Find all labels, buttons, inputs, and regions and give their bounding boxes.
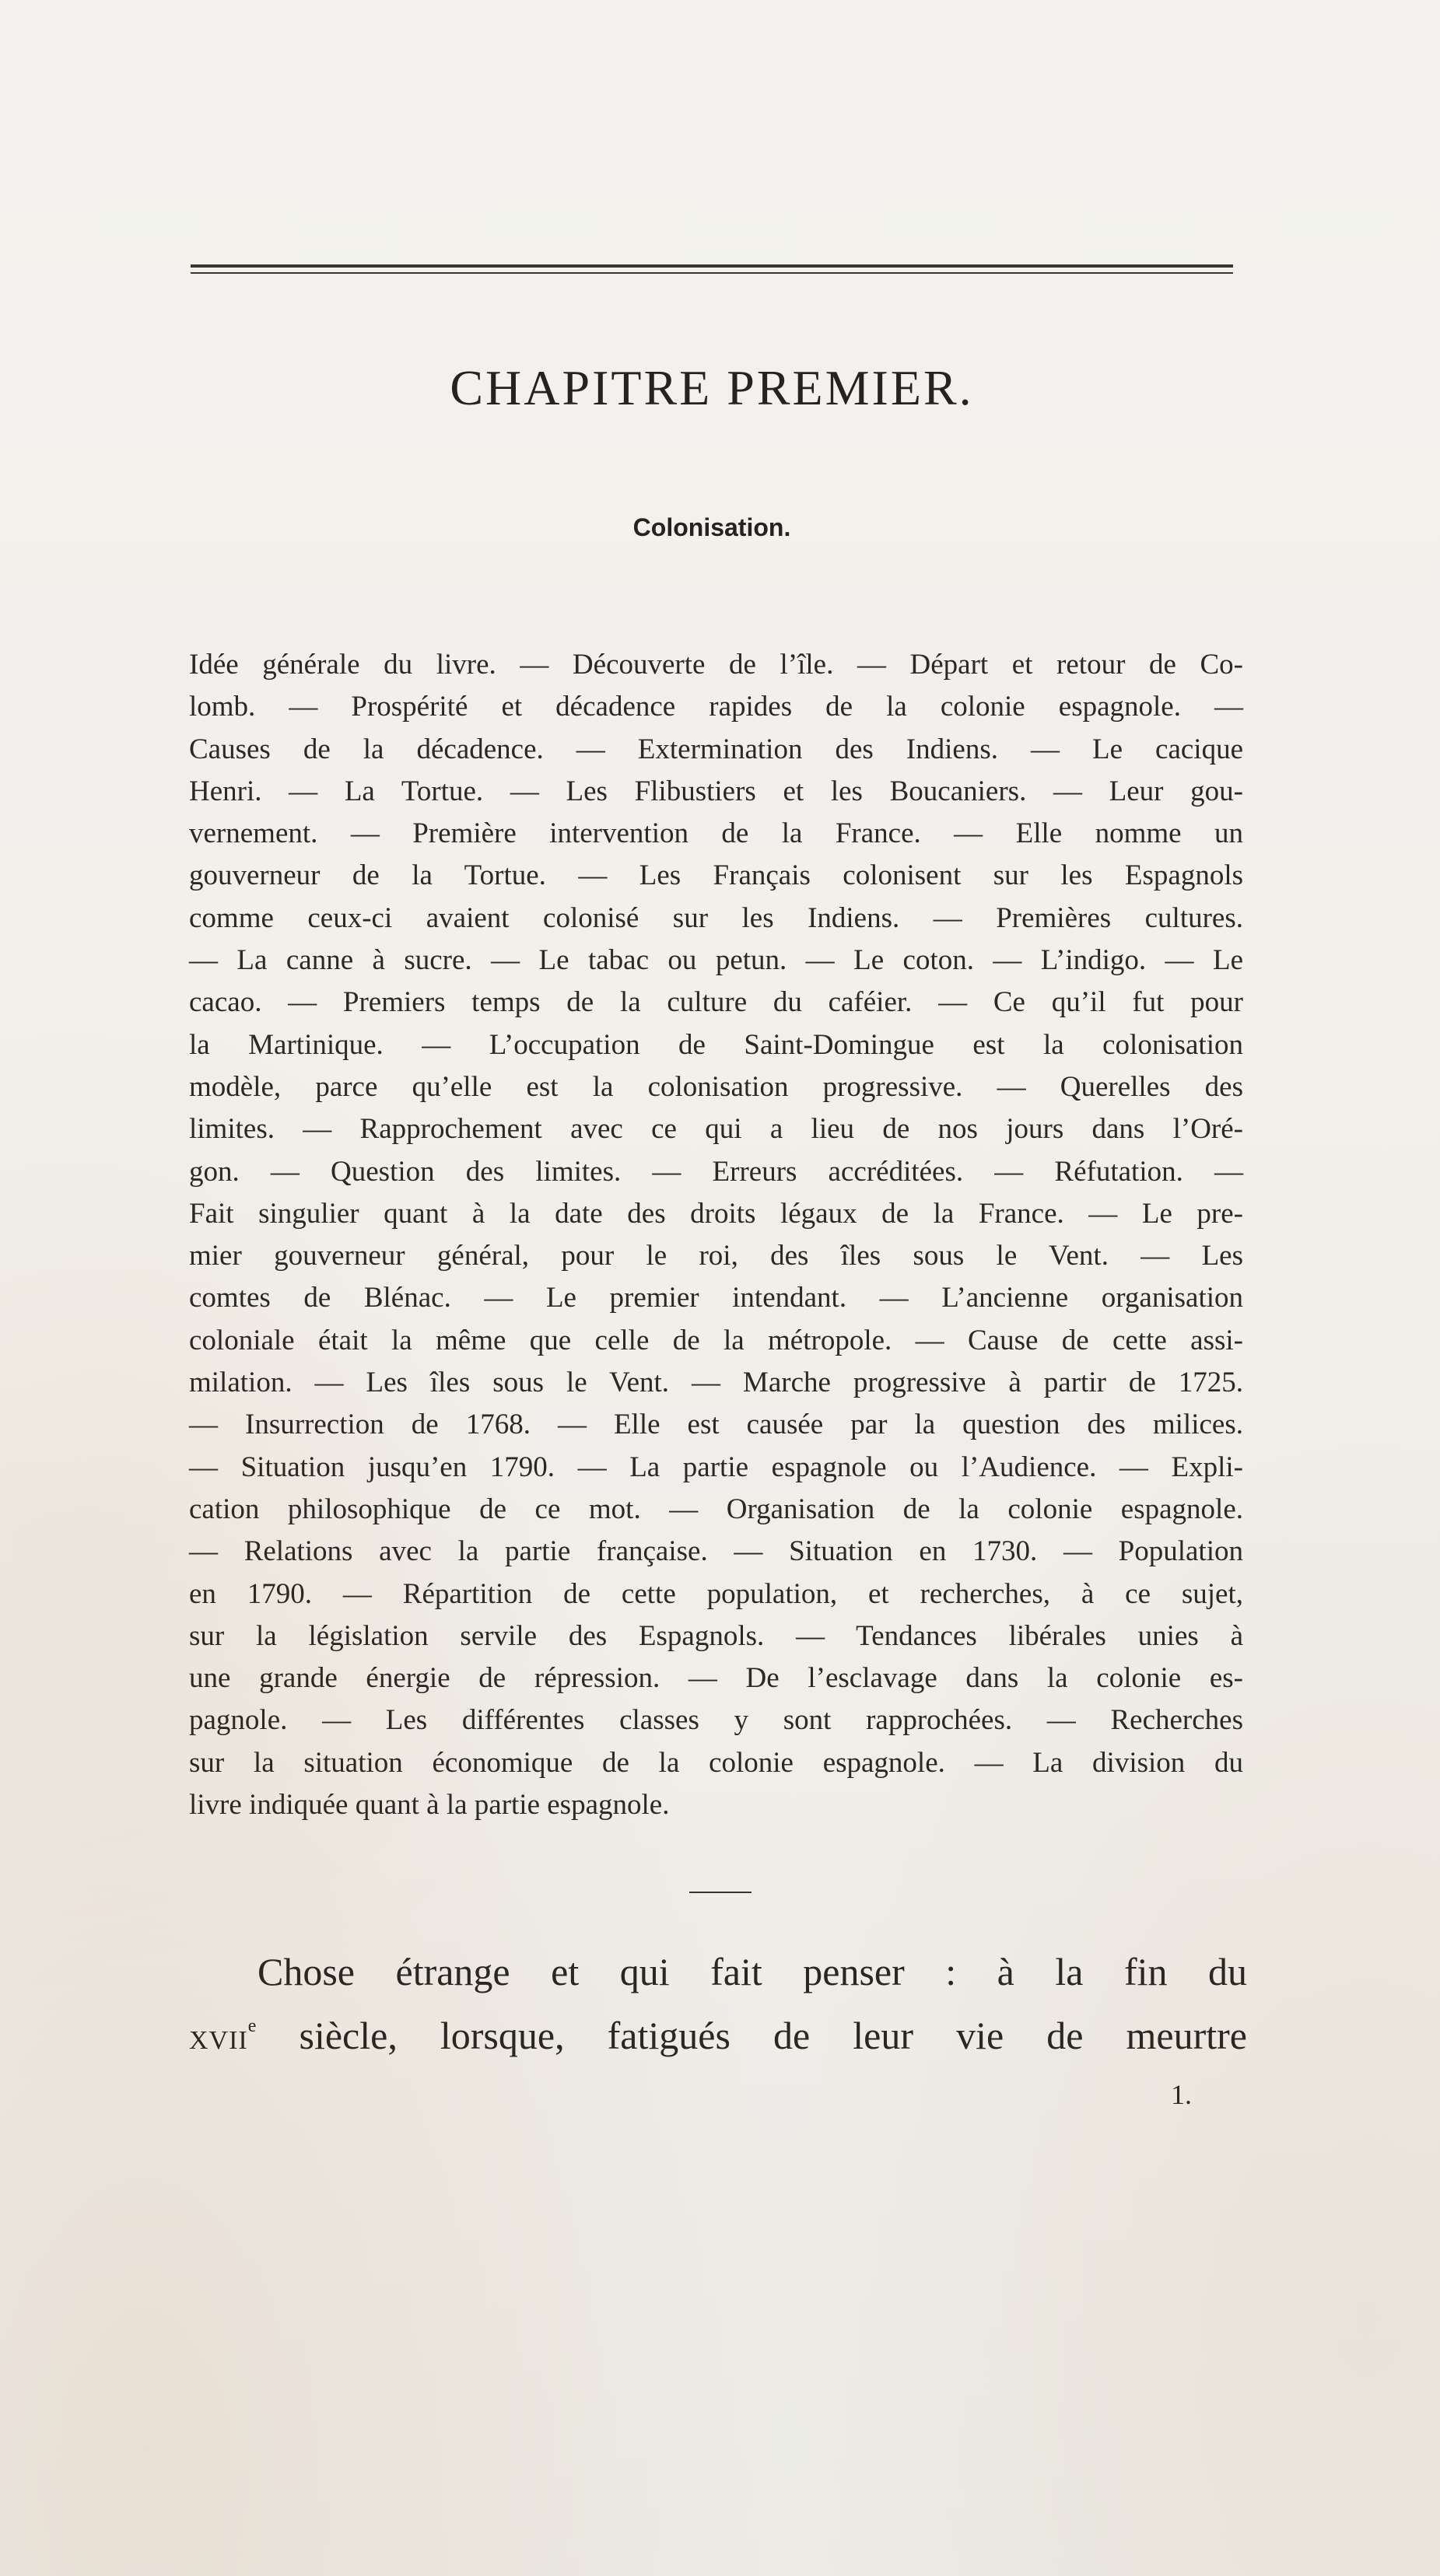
summary-line: comme ceux-ci avaient colonisé sur les Indiens. — Premières cultures. bbox=[189, 901, 1243, 934]
summary-line: modèle, parce qu’elle est la colonisation progressive. — Querelles des bbox=[189, 1070, 1243, 1103]
summary-line: limites. — Rapprochement avec ce qui a lieu de nos jours dans l’Oré- bbox=[189, 1113, 1243, 1146]
chapter-summary bbox=[189, 644, 1243, 1826]
summary-line: livre indiquée quant à la partie espagnole. bbox=[189, 1789, 670, 1822]
header-double-rule bbox=[191, 264, 1233, 275]
summary-line: — Situation jusqu’en 1790. — La partie espagnole ou l’Audience. — Expli- bbox=[189, 1451, 1243, 1483]
summary-line: Henri. — La Tortue. — Les Flibustiers et les Boucaniers. — Leur gou- bbox=[189, 775, 1243, 807]
summary-line: — Relations avec la partie française. — Situation en 1730. — Population bbox=[189, 1535, 1243, 1568]
summary-line: Fait singulier quant à la date des droits légaux de la France. — Le pre- bbox=[189, 1197, 1243, 1230]
century-superscript: e bbox=[247, 2016, 257, 2036]
header-rule-thin bbox=[191, 272, 1233, 274]
summary-line: — La canne à sucre. — Le tabac ou petun. — Le coton. — L’indigo. — Le bbox=[189, 944, 1243, 977]
summary-line: gon. — Question des limites. — Erreurs accréditées. — Réfutation. — bbox=[189, 1155, 1243, 1188]
body-line: Chose étrange et qui fait penser : à la fin du bbox=[258, 1950, 1247, 1993]
summary-line: mier gouverneur général, pour le roi, des îles sous le Vent. — Les bbox=[189, 1240, 1243, 1272]
summary-line: la Martinique. — L’occupation de Saint-Domingue est la colonisation bbox=[189, 1028, 1243, 1061]
summary-line: Causes de la décadence. — Extermination des Indiens. — Le cacique bbox=[189, 733, 1243, 765]
summary-line: sur la situation économique de la colonie espagnole. — La division du bbox=[189, 1746, 1243, 1779]
summary-line: cation philosophique de ce mot. — Organisation de la colonie espagnole. bbox=[189, 1493, 1243, 1525]
section-divider bbox=[689, 1892, 752, 1893]
chapter-title: CHAPITRE PREMIER. bbox=[450, 360, 974, 415]
summary-line: une grande énergie de répression. — De l’esclavage dans la colonie es- bbox=[189, 1662, 1243, 1695]
summary-line: coloniale était la même que celle de la métropole. — Cause de cette assi- bbox=[189, 1324, 1243, 1356]
header-rule-thick bbox=[191, 264, 1233, 268]
summary-line: milation. — Les îles sous le Vent. — Marche progressive à partir de 1725. bbox=[189, 1367, 1243, 1399]
summary-line: cacao. — Premiers temps de la culture du caféier. — Ce qu’il fut pour bbox=[189, 986, 1243, 1019]
summary-line: sur la législation servile des Espagnols. — Tendances libérales unies à bbox=[189, 1619, 1243, 1652]
page-signature: 1. bbox=[1171, 2079, 1192, 2110]
summary-line: Idée générale du livre. — Découverte de l’île. — Départ et retour de Co- bbox=[189, 649, 1243, 681]
body-paragraph bbox=[189, 1944, 1247, 2068]
body-line-rest: siècle, lorsque, fatigués de leur vie de meurtre bbox=[256, 2014, 1247, 2057]
century-numeral: XVII bbox=[189, 2026, 248, 2055]
body-line bbox=[189, 1999, 1247, 2068]
summary-line: gouverneur de la Tortue. — Les Français colonisent sur les Espagnols bbox=[189, 859, 1243, 892]
summary-line: pagnole. — Les différentes classes y sont rapprochées. — Recherches bbox=[189, 1704, 1243, 1737]
summary-line: vernement. — Première intervention de la France. — Elle nomme un bbox=[189, 817, 1243, 850]
summary-line: comtes de Blénac. — Le premier intendant. — L’ancienne organisation bbox=[189, 1282, 1243, 1314]
summary-line: — Insurrection de 1768. — Elle est causée par la question des milices. bbox=[189, 1409, 1243, 1441]
section-title: Colonisation. bbox=[632, 513, 791, 541]
summary-line: lomb. — Prospérité et décadence rapides de la colonie espagnole. — bbox=[189, 691, 1243, 723]
summary-line: en 1790. — Répartition de cette population, et recherches, à ce sujet, bbox=[189, 1577, 1243, 1610]
